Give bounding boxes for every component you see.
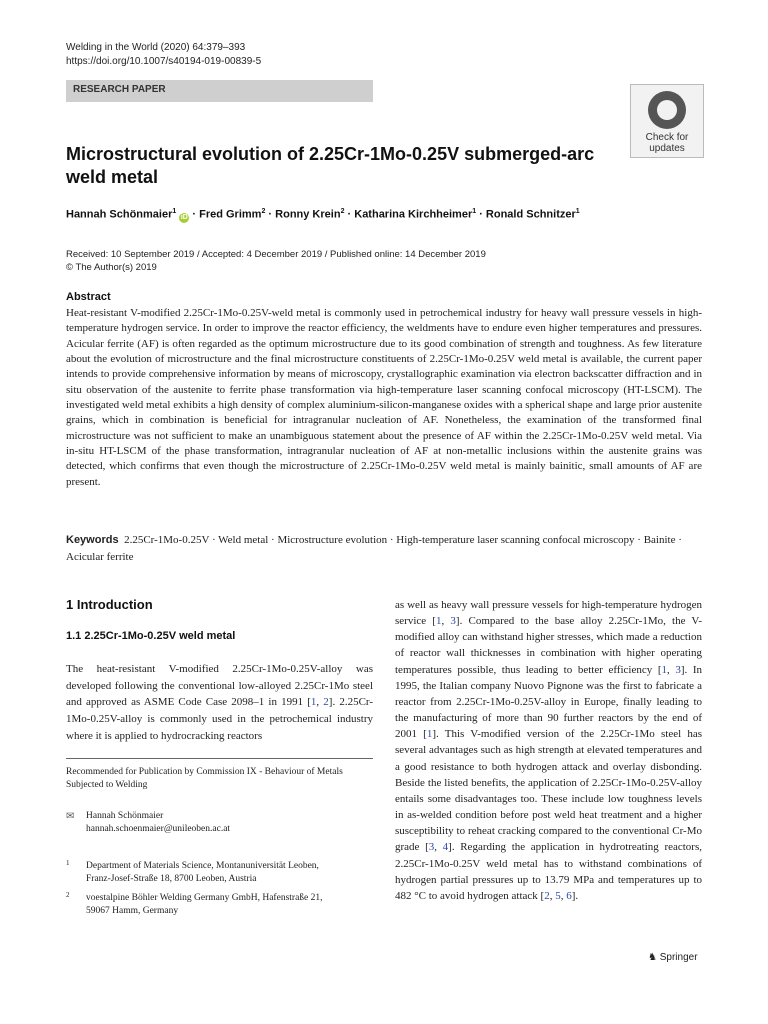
citation-link[interactable]: 3	[428, 841, 435, 854]
citation-link[interactable]: 5	[555, 889, 561, 902]
journal-citation: Welding in the World (2020) 64:379–393	[66, 42, 246, 53]
corresponding-name: Hannah Schönmaier	[86, 811, 164, 821]
abstract-text: Heat-resistant V-modified 2.25Cr-1Mo-0.25V-weld metal is commonly used in petrochemical industry for heavy wall pressure vessels in high-temperature hydrogen service. In order to improve the reactor efficiency, the weldments have to endure even higher temperatures and pressures. Acicular ferrite (AF) is often regarded as the optimum microstructure due to its good combination of strength and toughness. As few literature about the evolution of microstructure and the final microstructure constituents of 2.25Cr-1Mo-0.25V weld metal is available, the current paper intends to provide comprehensive information by means of microscopy, crystallographic examination via electron backscatter diffraction and in situ observation of the austenite to ferrite phase transformation via high-temperature laser scanning confocal microscopy (HT-LSCM). The investigated weld metal exhibits a high density of complex aluminium-silicon-manganese oxides with a spherical shape and large prior austenite grains, which in combination is beneficial for intragranular nucleation of AF. Nonetheless, the examination of the transformed final microstructure was not sufficient to make an unambiguous statement about the presence of AF within the 2.25Cr-1Mo-0.25V weld metal. Via in-situ HT-LSCM of the phase transformation, intragranular nucleation of AF at non-metallic inclusions within the austenite grains was detected, which confirms that even though the microstructure of 2.25Cr-1Mo-0.25V weld metal is mainly bainitic, small amounts of AF are present.	[66, 307, 702, 488]
crossmark-icon	[648, 91, 686, 129]
orcid-icon[interactable]: iD	[180, 213, 188, 221]
springer-horse-icon: ♞	[648, 952, 657, 963]
badge-line-1: Check for	[645, 132, 689, 143]
keywords-text: 2.25Cr-1Mo-0.25V · Weld metal · Microstructure evolution · High-temperature laser scanning confocal microscopy · Bainite · Acicular ferrite	[66, 534, 682, 563]
affiliation-1: Department of Materials Science, Montanuniversität Leoben, Franz-Josef-Straße 18, 8700 Leoben, Austria	[86, 861, 319, 884]
subsection-heading: 1.1 2.25Cr-1Mo-0.25V weld metal	[66, 630, 236, 642]
intro-paragraph-right: as well as heavy wall pressure vessels for high-temperature hydrogen service [1, 3]. Compared to the base alloy 2.25Cr-1Mo, the V-modified alloy can withstand higher stresses, which made a reduction of reactor wall thicknesses in combination with higher operating temperatures possible, thus leading to better efficiency [1, 3]. In 1995, the Italian company Nuovo Pignone was the first to fabricate a reactor from 2.25Cr-1Mo-0.25V-alloy in Europe, finally leading to the manufacturing of more than 90 further reactors by the end of 2001 [1]. This V-modified version of the 2.25Cr-1Mo steel has several advantages such as high strength at elevated temperatures and a good resistance to both hydrogen attack and overlay disbonding. Beside the listed benefits, the application of 2.25Cr-1Mo-0.25V-alloy entails some disadvantages too. These include low toughness levels in as-welded condition before post weld heat treatment and a higher susceptibility to reheat cracking compared to the conventional Cr-Mo grade [3, 4]. Regarding the application in hydrotreating reactors, 2.25Cr-1Mo-0.25V weld metal has to withstand combinations of hydrogen partial pressures up to 13.79 MPa and temperatures up to 482 °C to avoid hydrogen attack [2, 5, 6].	[395, 599, 703, 902]
intro-paragraph-left: The heat-resistant V-modified 2.25Cr-1Mo-0.25V-alloy was developed following the conventional low-alloyed 2.25Cr-1Mo steel and approved as ASME Code Case 2098–1 in 1991 [1, 2]. 2.25Cr-1Mo-0.25V-alloy is commonly used in the petrochemical industry where it is applied to hydrocracking reactors	[66, 663, 374, 742]
citation-link[interactable]: 1	[426, 728, 433, 741]
publication-dates	[66, 248, 486, 274]
author-name[interactable]: Ronald Schnitzer	[485, 208, 576, 221]
citation-link[interactable]: 4	[442, 841, 449, 854]
author-affiliation: 2	[340, 208, 345, 215]
recommended-note: Recommended for Publication by Commission IX - Behaviour of Metals Subjected to Welding	[66, 767, 343, 790]
citation-link[interactable]: 2	[323, 696, 329, 709]
affiliation-number: 2	[66, 891, 70, 899]
citation-link[interactable]: 3	[450, 615, 456, 628]
envelope-icon: ✉	[66, 811, 75, 822]
author-affiliation: 1	[575, 208, 580, 215]
citation-link[interactable]: 2	[544, 889, 550, 902]
badge-line-2: updates	[649, 143, 685, 154]
paper-title: Microstructural evolution of 2.25Cr-1Mo-0.25V submerged-arc weld metal	[66, 144, 595, 187]
author-name[interactable]: Ronny Krein	[275, 208, 341, 221]
copyright: © The Author(s) 2019	[66, 262, 157, 273]
history-dates: Received: 10 September 2019 / Accepted: 4 December 2019 / Published online: 14 December 2019	[66, 249, 486, 260]
keywords	[66, 532, 706, 566]
author-affiliation: 1	[172, 208, 177, 215]
citation-link[interactable]: 6	[566, 889, 572, 902]
author-name[interactable]: Fred Grimm	[199, 208, 262, 221]
doi-link[interactable]: https://doi.org/10.1007/s40194-019-00839-5	[66, 56, 262, 67]
publisher-name: Springer	[659, 952, 698, 963]
citation-link[interactable]: 1	[435, 615, 442, 628]
footnote-divider	[66, 758, 373, 759]
article-type-label: RESEARCH PAPER	[73, 84, 166, 95]
corresponding-email[interactable]: hannah.schoenmaier@unileoben.ac.at	[86, 824, 231, 834]
author-name[interactable]: Katharina Kirchheimer	[354, 208, 473, 221]
citation-link[interactable]: 1	[661, 663, 667, 676]
citation-link[interactable]: 1	[310, 696, 317, 709]
author-affiliation: 2	[261, 208, 266, 215]
keywords-label: Keywords	[66, 534, 119, 546]
abstract-heading: Abstract	[66, 291, 111, 303]
section-heading: 1 Introduction	[66, 597, 153, 612]
corresponding-author	[86, 810, 230, 836]
citation-link[interactable]: 3	[675, 663, 681, 676]
affiliation-2: voestalpine Böhler Welding Germany GmbH, Hafenstraße 21, 59067 Hamm, Germany	[86, 893, 323, 916]
journal-info	[66, 41, 261, 69]
article-type-banner	[66, 80, 373, 102]
author-list: Hannah Schönmaier$^1$ iD · Fred Grimm$^2$ · Ronny Krein$^2$ · Katharina Kirchheimer$^1$ · Ronald Schnitzer$^1$	[66, 208, 580, 221]
publisher-logo	[648, 952, 698, 963]
check-for-updates-badge[interactable]	[630, 84, 704, 158]
author-affiliation: 1	[472, 208, 477, 215]
affiliation-number: 1	[66, 859, 70, 867]
author-name[interactable]: Hannah Schönmaier	[66, 208, 173, 221]
